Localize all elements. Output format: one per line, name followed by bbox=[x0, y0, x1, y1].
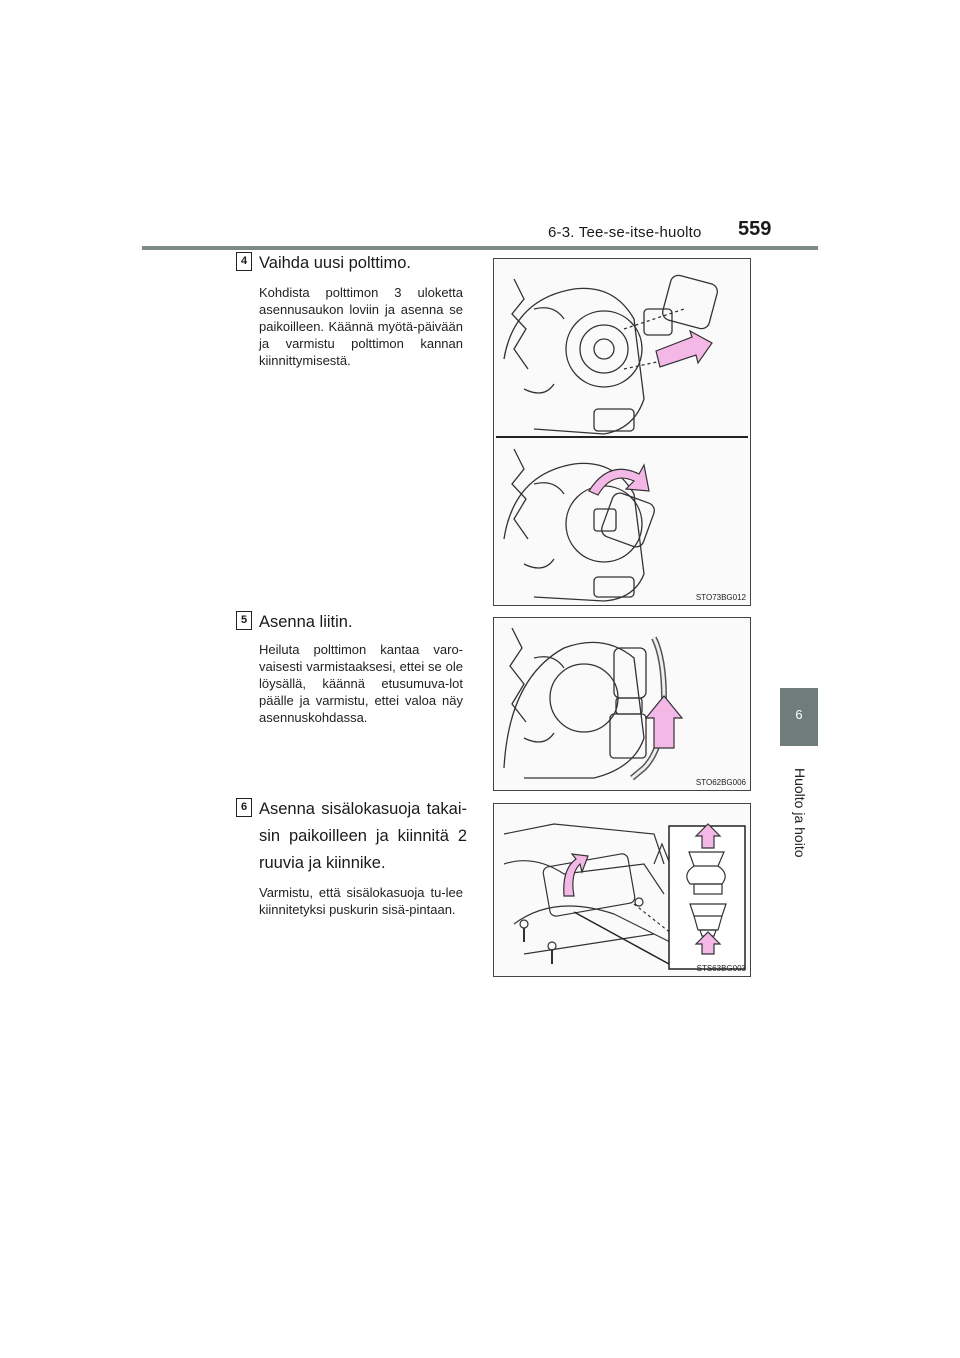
step-title: Vaihda uusi polttimo. bbox=[259, 254, 411, 272]
bulb-install-illustration bbox=[494, 259, 750, 605]
figure-connector bbox=[493, 617, 751, 791]
chapter-number: 6 bbox=[795, 707, 803, 722]
chapter-title: Huolto ja hoito bbox=[792, 768, 808, 858]
step-number-4: 4 bbox=[236, 252, 252, 271]
step-title: Asenna liitin. bbox=[259, 613, 353, 631]
header-rule bbox=[142, 246, 818, 250]
chapter-tab bbox=[780, 688, 818, 746]
fender-liner-illustration bbox=[494, 804, 750, 976]
step-body: Varmistu, että sisälokasuoja tu-lee kiinnitetyksi puskurin sisä-pintaan. bbox=[259, 885, 463, 917]
figure-code: STS63BG003 bbox=[696, 964, 746, 973]
section-title: 6-3. Tee-se-itse-huolto bbox=[548, 224, 702, 241]
step-number-5: 5 bbox=[236, 611, 252, 630]
step-body: Heiluta polttimon kantaa varo-vaisesti varmistaaksesi, ettei se ole löysällä, käännä etusumuva-lot päälle ja varmistu, ettei valoa näy asennuskohdassa. bbox=[259, 642, 463, 725]
figure-fender-liner bbox=[493, 803, 751, 977]
connector-illustration bbox=[494, 618, 750, 790]
page-number: 559 bbox=[738, 218, 772, 240]
step-number-6: 6 bbox=[236, 798, 252, 817]
figure-code: STO62BG006 bbox=[695, 778, 746, 787]
step-body: Kohdista polttimon 3 uloketta asennusaukon loviin ja asenna se paikoilleen. Käännä myötä-päivään ja varmistu polttimon kannan kiinnittymisestä. bbox=[259, 285, 463, 368]
step-title: Asenna sisälokasuoja takai-sin paikoilleen ja kiinnitä 2 ruuvia ja kiinnike. bbox=[259, 800, 467, 872]
figure-bulb-install bbox=[493, 258, 751, 606]
figure-code: STO73BG012 bbox=[695, 593, 746, 602]
